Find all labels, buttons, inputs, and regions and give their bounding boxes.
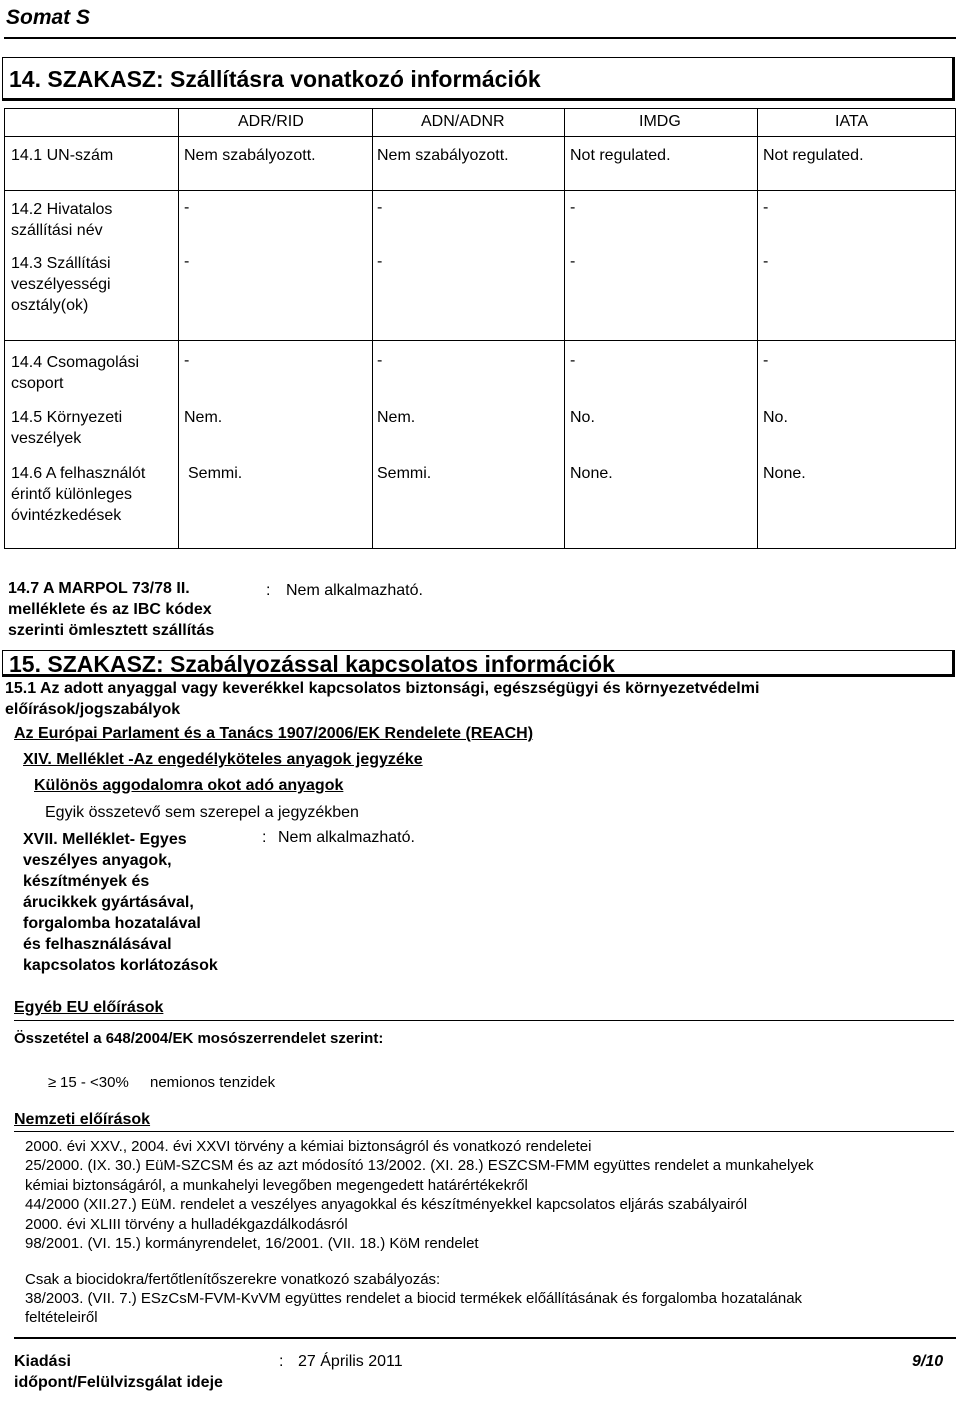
national-regulation-line: 98/2001. (VI. 15.) kormányrendelet, 16/2001. (VII. 18.) KöM rendelet [25,1235,479,1253]
hazard-class-label-line: veszélyességi [11,276,111,293]
marpol-label-line: melléklete és az IBC kódex [8,601,212,618]
packing-group-label-line: csoport [11,375,64,392]
annex-17-value: Nem alkalmazható. [278,829,415,846]
column-header-adr-rid: ADR/RID [238,113,304,130]
column-header-adn-adnr: ADN/ADNR [421,113,505,130]
un-number-iata: Not regulated. [763,147,864,164]
packing-group-label-line: 14.4 Csomagolási [11,354,140,371]
footer-label [14,1351,223,1393]
packing-group-iata: - [763,352,769,369]
national-regulations [25,1137,814,1253]
table-row-line-3 [4,340,956,341]
section-15-title: 15. SZAKASZ: Szabályozással kapcsolatos információk [9,651,615,677]
other-eu-rule [14,1020,954,1021]
precautions-adr: Semmi. [188,465,243,482]
env-hazards-imdg: No. [570,409,595,426]
annex-17-colon: : [262,829,267,846]
table-border-right [955,108,956,548]
annex-14-heading: XIV. Melléklet -Az engedélyköteles anyagok jegyzéke [23,751,423,768]
row-label-hazard-class [11,253,111,316]
hazard-class-label-line: osztály(ok) [11,297,89,314]
shipping-name-adn: - [377,199,383,216]
hazard-class-label-line: 14.3 Szállítási [11,255,111,272]
column-header-imdg: IMDG [639,113,681,130]
hazard-class-adn: - [377,253,383,270]
biocide-regulations [25,1270,802,1327]
un-number-adr: Nem szabályozott. [184,147,316,164]
packing-group-adn: - [377,352,383,369]
national-regulation-line: 25/2000. (IX. 30.) EüM-SZCSM és az azt módosító 13/2002. (XI. 28.) ESZCSM-FMM együttes rendelet a munkahelyek [25,1157,814,1175]
national-regulation-line: kémiai biztonságáról, a munkahelyi levegőben megengedett határértékekről [25,1176,528,1194]
env-hazards-adn: Nem. [377,409,416,426]
footer-label-line: időpont/Felülvizsgálat ideje [14,1374,223,1391]
env-hazards-iata: No. [763,409,788,426]
table-border-bottom [4,548,956,549]
shipping-name-iata: - [763,199,769,216]
table-row-line-1 [4,136,956,137]
hazard-class-adr: - [184,253,190,270]
table-divider-col3 [564,108,565,548]
national-regulation-line: 2000. évi XXV., 2004. évi XXVI törvény a kémiai biztonságról és vonatkozó rendeletei [25,1138,592,1155]
annex-17-label-line: forgalomba hozatalával [23,915,201,932]
national-regulation-line: 44/2000 (XII.27.) EüM. rendelet a veszélyes anyagokkal és készítményekkel kapcsolatos eljárás szabályairól [25,1196,748,1214]
column-header-iata: IATA [835,113,869,130]
national-heading: Nemzeti előírások [14,1111,151,1128]
precautions-imdg: None. [570,465,613,482]
row-label-shipping-name [11,199,112,241]
annex-17-label-line: XVII. Melléklet- Egyes [23,831,187,848]
shipping-name-label-line: 14.2 Hivatalos [11,201,113,218]
marpol-label-line: szerinti ömlesztett szállítás [8,622,215,639]
company-name: Somat S [6,6,91,29]
footer-rule [14,1337,956,1339]
page-header [0,0,960,38]
footer-colon: : [279,1353,284,1370]
un-number-imdg: Not regulated. [570,147,671,164]
env-hazards-label-line: veszélyek [11,430,82,447]
other-eu-heading: Egyéb EU előírások [14,999,164,1016]
section-15-1-subtitle-line: előírások/jogszabályok [5,701,181,718]
national-rule [14,1131,954,1132]
section-15-heading [2,650,955,677]
national-regulation-line: 2000. évi XLIII törvény a hulladékgazdálkodásról [25,1215,348,1233]
shipping-name-adr: - [184,199,190,216]
row-label-packing-group [11,352,139,394]
packing-group-imdg: - [570,352,576,369]
precautions-adn: Semmi. [377,465,432,482]
section-14-heading [2,57,955,101]
footer-label-line: Kiadási [14,1353,71,1370]
marpol-label [8,578,214,641]
section-15-1-subtitle-line: 15.1 Az adott anyaggal vagy keverékkel kapcsolatos biztonsági, egészségügyi és környezetvédelmi [5,680,760,697]
table-divider-col4 [757,108,758,548]
biocide-regulation-line: feltételeiről [25,1309,98,1326]
annex-17-label-line: árucikkek gyártásával, [23,894,194,911]
marpol-label-line: 14.7 A MARPOL 73/78 II. [8,580,190,597]
svhc-heading: Különös aggodalomra okot adó anyagok [34,777,344,794]
transport-table [4,108,956,548]
annex-17-label-line: veszélyes anyagok, [23,852,172,869]
row-label-un-number: 14.1 UN-szám [11,147,114,164]
precautions-iata: None. [763,465,806,482]
hazard-class-iata: - [763,253,769,270]
precautions-label-line: érintő különleges [11,486,132,503]
table-divider-label [178,108,179,548]
detergent-title: Összetétel a 648/2004/EK mosószerrendelet szerint: [14,1030,384,1047]
reach-heading: Az Európai Parlament és a Tanács 1907/2006/EK Rendelete (REACH) [14,725,534,742]
table-border-left [4,108,5,548]
biocide-regulation-line: 38/2003. (VII. 7.) ESzCsM-FVM-KvVM együttes rendelet a biocid termékek előállításának és forgalomba hozatalának [25,1290,803,1307]
marpol-value: Nem alkalmazható. [286,582,423,599]
env-hazards-label-line: 14.5 Környezeti [11,409,123,426]
section-15-1-subtitle [5,678,759,720]
shipping-name-imdg: - [570,199,576,216]
precautions-label-line: 14.6 A felhasználót [11,465,146,482]
page-number: 9/10 [912,1353,944,1370]
packing-group-adr: - [184,352,190,369]
svhc-note: Egyik összetevő sem szerepel a jegyzékben [45,804,359,821]
env-hazards-adr: Nem. [184,409,223,426]
detergent-symbol: ≥ [48,1074,57,1091]
annex-17-label-line: és felhasználásával [23,936,172,953]
un-number-adn: Nem szabályozott. [377,147,509,164]
annex-17-label [23,829,218,976]
detergent-value: 15 - <30% [60,1074,129,1091]
row-label-env-hazards [11,407,122,449]
table-row-line-2 [4,190,956,191]
annex-17-label-line: készítmények és [23,873,150,890]
footer-date: 27 Április 2011 [298,1353,403,1370]
table-divider-col2 [372,108,373,548]
hazard-class-imdg: - [570,253,576,270]
row-label-precautions [11,463,145,526]
detergent-name: nemionos tenzidek [150,1074,276,1091]
annex-17-label-line: kapcsolatos korlátozások [23,957,218,974]
precautions-label-line: óvintézkedések [11,507,122,524]
marpol-colon: : [266,582,271,599]
biocide-regulation-line: Csak a biocidokra/fertőtlenítőszerekre vonatkozó szabályozás: [25,1271,441,1288]
table-border-top [4,108,956,109]
shipping-name-label-line: szállítási név [11,222,103,239]
header-rule [4,37,956,39]
section-14-title: 14. SZAKASZ: Szállításra vonatkozó információk [9,66,541,92]
